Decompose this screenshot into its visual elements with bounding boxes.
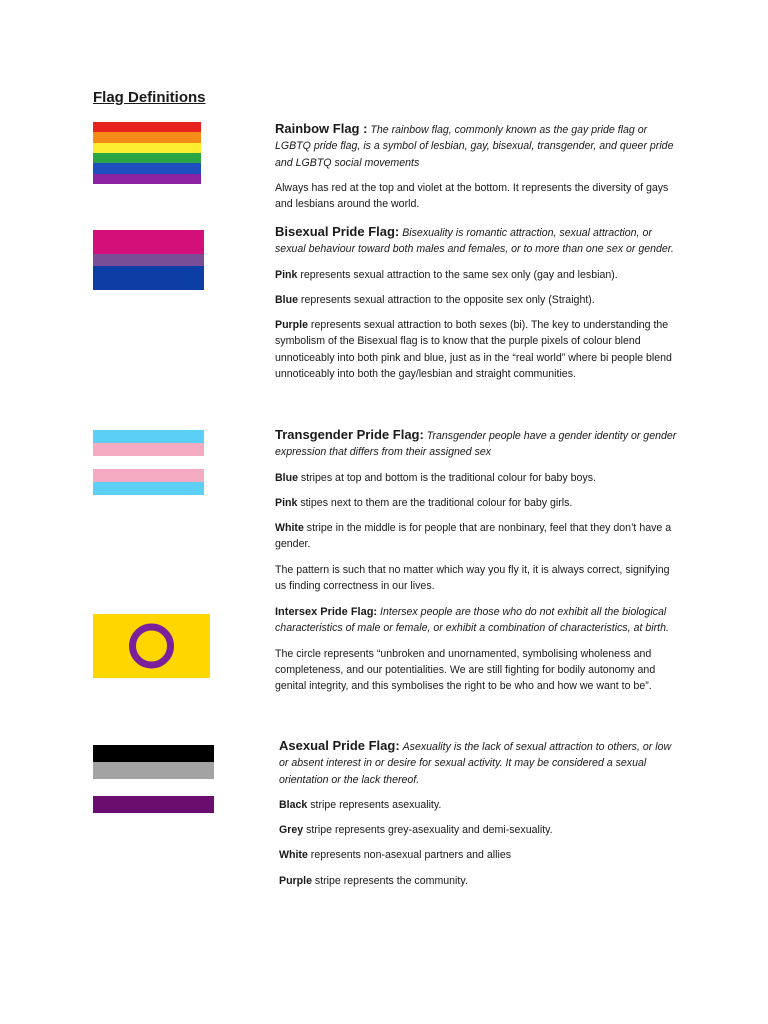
trans-blue-item [275,470,680,486]
ace-heading-paragraph [279,738,679,788]
trans-stripe-pink-top [93,443,204,456]
trans-pink-item [275,495,680,511]
rainbow-stripe-red [93,122,201,132]
bisexual-stripe-pink [93,230,204,254]
bisexual-flag-image [93,230,204,290]
intersex-flag-section [275,604,680,703]
transgender-flag-section [275,427,680,603]
trans-stripe-white [93,456,204,469]
item-lead: Purple [275,319,308,332]
item-lead: Blue [275,471,298,484]
intersex-flag-image [93,614,210,678]
item-lead: Grey [279,824,304,837]
item-text: stripes at top and bottom is the traditional colour for baby boys. [297,471,596,484]
item-lead: Purple [279,874,312,887]
ace-stripe-black [93,745,214,762]
trans-heading-paragraph [275,427,680,461]
bisexual-flag-definition: Bisexuality is romantic attraction, sexual attraction, or sexual behaviour toward both males and females, or to more than one sex or gender. [275,227,674,256]
rainbow-stripe-green [93,153,201,163]
item-lead: White [275,522,304,535]
item-text: stipes next to them are the traditional colour for baby girls. [297,496,573,509]
item-lead: Black [279,798,308,811]
item-text: represents non-asexual partners and allies [307,849,512,862]
asexual-flag-section [279,738,679,898]
rainbow-flag-section [275,121,680,221]
trans-white-item [275,520,680,553]
item-lead: White [279,849,308,862]
transgender-flag-definition: Transgender people have a gender identity or gender expression that differs from their assigned sex [275,430,677,459]
trans-pattern-description: The pattern is such that no matter which way you fly it, it is always correct, signifying us finding correctness in our lives. [275,563,670,593]
trans-stripe-blue-bottom [93,482,204,495]
intersex-heading-paragraph [275,604,680,637]
rainbow-flag-image [93,122,201,184]
item-text: represents sexual attraction to the opposite sex only (Straight). [297,293,595,306]
rainbow-flag-definition: The rainbow flag, commonly known as the gay pride flag or LGBTQ pride flag, is a symbol of lesbian, gay, bisexual, transgender, and queer pride and LGBTQ social movements [275,124,674,169]
item-text: stripe represents the community. [311,874,468,887]
item-text: stripe represents grey-asexuality and demi-sexuality. [303,824,553,837]
trans-stripe-blue-top [93,430,204,443]
item-lead: Pink [275,268,298,281]
rainbow-stripe-violet [93,174,201,184]
rainbow-stripe-yellow [93,143,201,153]
asexual-flag-image [93,745,214,813]
trans-stripe-pink-bottom [93,469,204,482]
ace-black-item [279,797,679,813]
ace-grey-item [279,822,679,838]
bisexual-flag-section [275,224,680,391]
ace-purple-item [279,873,679,889]
item-lead: Pink [275,496,298,509]
bisexual-stripe-purple [93,254,204,266]
intersex-flag-heading: Intersex Pride Flag: [275,606,378,618]
rainbow-stripe-blue [93,163,201,173]
intersex-flag-definition: Intersex people are those who do not exhibit all the biological characteristics of male or female, or exhibit a combination of characteristics, at birth. [275,606,669,635]
transgender-flag-heading: Transgender Pride Flag: [275,427,424,442]
transgender-flag-image [93,430,204,495]
bisexual-stripe-blue [93,266,204,290]
item-text: represents sexual attraction to both sexes (bi). The key to understanding the symbolism of the Bisexual flag is to know that the purple pixels of colour blend unnoticeably into both pink and blue, just as in the “real world” where bi people blend unnoticeably into both the gay/lesbian and straight communities. [275,319,672,381]
intersex-circle-description: The circle represents “unbroken and unornamented, symbolising wholeness and completeness, and our potentialities. We are still fighting for bodily autonomy and genital integrity, and this symbolises the right to be who and how we want to be”. [275,647,656,693]
ace-white-item [279,847,679,863]
rainbow-heading-paragraph [275,121,680,171]
rainbow-stripe-orange [93,132,201,142]
bisexual-flag-heading: Bisexual Pride Flag: [275,224,400,239]
rainbow-flag-description: Always has red at the top and violet at the bottom. It represents the diversity of gays and lesbians around the world. [275,181,669,211]
item-text: stripe represents asexuality. [307,798,442,811]
page-title: Flag Definitions [93,89,206,106]
item-text: represents sexual attraction to the same sex only (gay and lesbian). [297,268,618,281]
bisexual-purple-item [275,317,680,382]
rainbow-flag-heading: Rainbow Flag : [275,121,368,136]
bisexual-pink-item [275,267,680,283]
ace-stripe-grey [93,762,214,779]
asexual-flag-heading: Asexual Pride Flag: [279,738,400,753]
asexual-flag-definition: Asexuality is the lack of sexual attraction to others, or low or absent interest in or desire for sexual activity. It may be considered a sexual orientation or the lack thereof. [279,741,672,786]
bisexual-heading-paragraph [275,224,680,258]
bisexual-blue-item [275,292,680,308]
item-text: stripe in the middle is for people that are nonbinary, feel that they don’t have a gender. [275,522,672,551]
ace-stripe-white [93,779,214,796]
item-lead: Blue [275,293,298,306]
ace-stripe-purple [93,796,214,813]
